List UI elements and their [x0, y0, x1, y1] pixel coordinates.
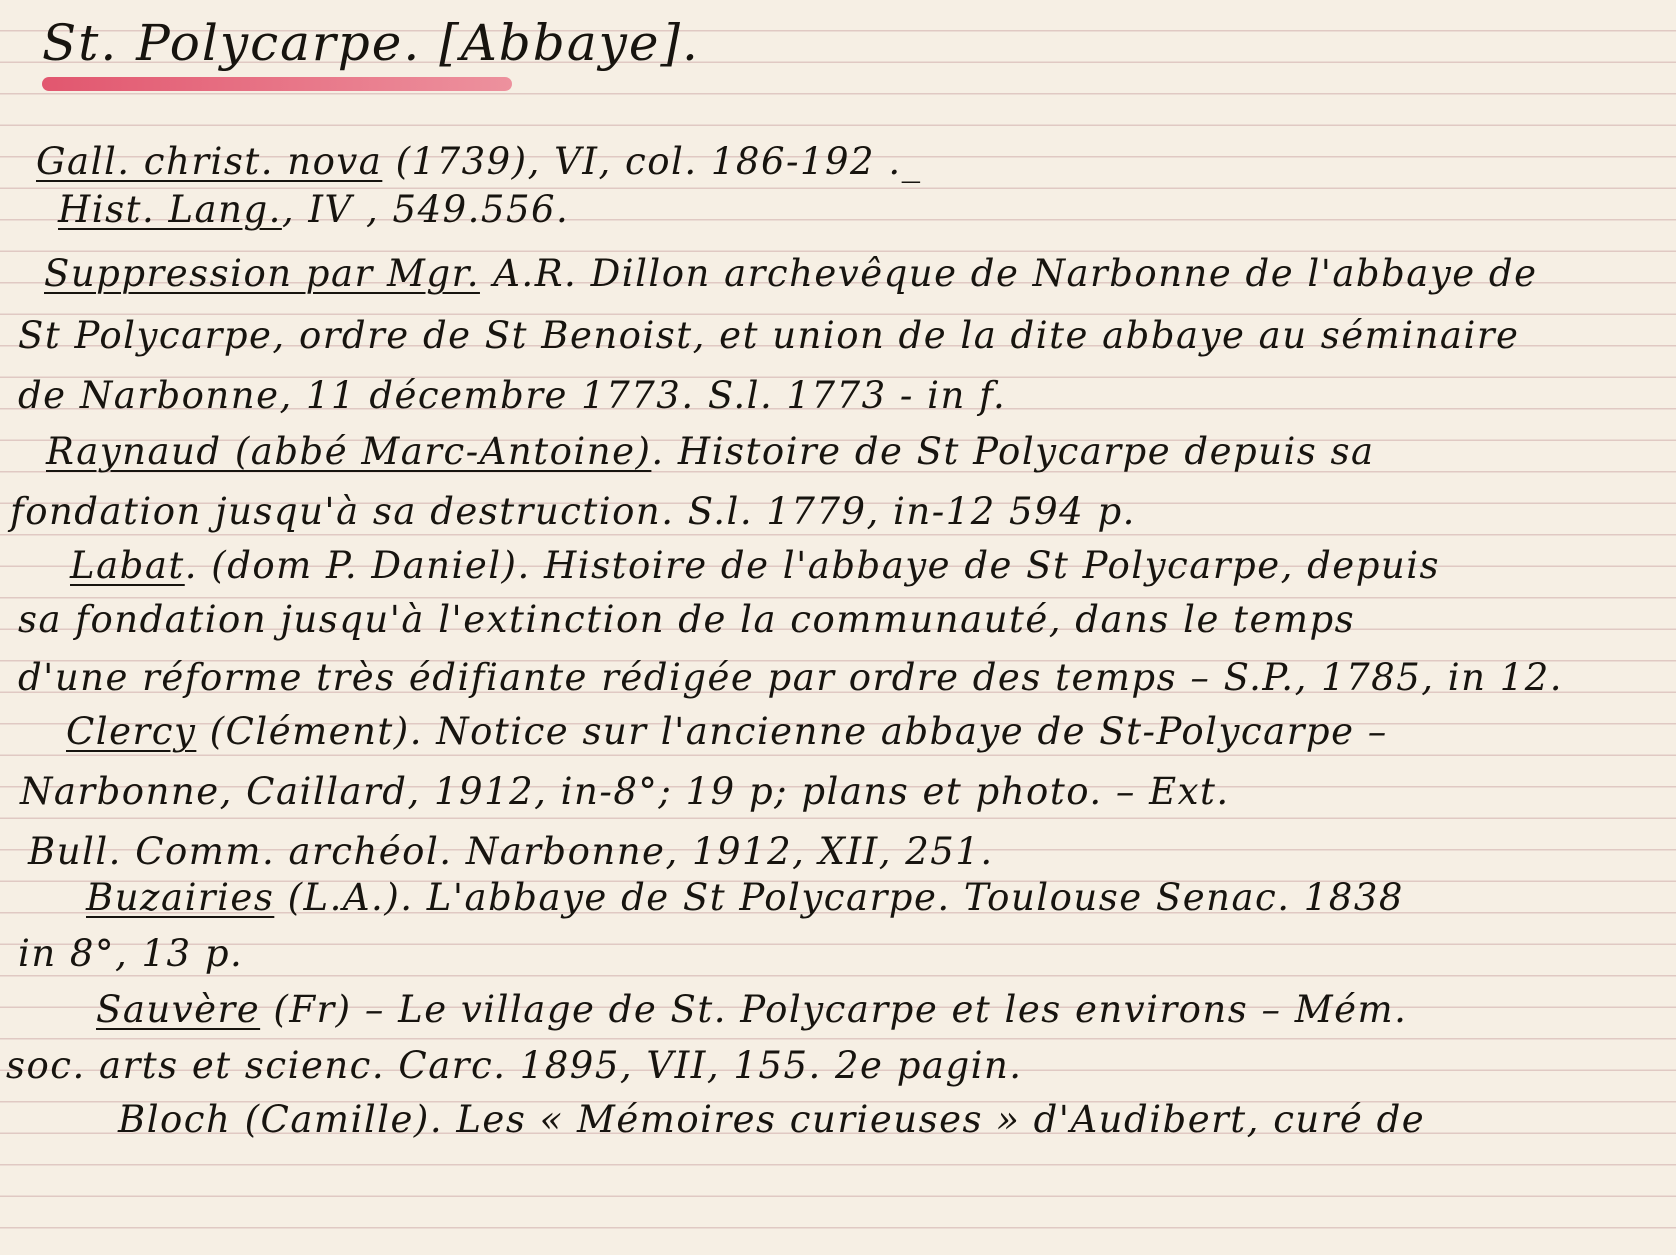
entry-text: Bull. Comm. archéol. Narbonne, 1912, XII, 251. — [28, 830, 994, 873]
entry-underlined-text: Labat — [70, 544, 185, 587]
entry-line — [18, 374, 1006, 418]
entry-text: (Fr) – Le village de St. Polycarpe et les environs – Mém. — [260, 988, 1408, 1031]
entry-line — [10, 490, 1136, 534]
entry-line — [96, 988, 1407, 1032]
entry-line — [36, 140, 922, 184]
entry-underlined-text: Gall. christ. nova — [36, 140, 383, 183]
entry-line — [118, 1098, 1425, 1142]
entry-line — [18, 314, 1519, 358]
entry-line — [46, 430, 1375, 474]
entry-line — [18, 932, 243, 976]
entry-underlined-text: Raynaud (abbé Marc-Antoine) — [46, 430, 652, 473]
entry-underlined-text: Buzairies — [86, 876, 275, 919]
entry-text: . Histoire de St Polycarpe depuis sa — [651, 430, 1375, 473]
entry-text: Narbonne, Caillard, 1912, in-8°; 19 p; plans et photo. – Ext. — [20, 770, 1230, 813]
entry-text: (L.A.). L'abbaye de St Polycarpe. Toulouse Senac. 1838 — [274, 876, 1404, 919]
entry-text: in 8°, 13 p. — [18, 932, 244, 975]
entry-underlined-text: Suppression par Mgr. — [44, 252, 480, 295]
entry-line — [20, 770, 1230, 814]
entry-line — [18, 656, 1563, 700]
entry-text: de Narbonne, 11 décembre 1773. S.l. 1773 - in f. — [18, 374, 1007, 417]
card-title: St. Polycarpe. [Abbaye]. — [42, 14, 700, 72]
entry-text: , IV , 549.556. — [281, 188, 570, 231]
entry-line — [28, 830, 994, 874]
entry-text: St Polycarpe, ordre de St Benoist, et union de la dite abbaye au séminaire — [18, 314, 1520, 357]
entry-text: (Clément). Notice sur l'ancienne abbaye de St-Polycarpe – — [196, 710, 1388, 753]
entry-text: (1739), VI, col. 186-192 ._ — [382, 140, 922, 183]
entry-line — [6, 1044, 1023, 1088]
entry-line — [86, 876, 1404, 920]
entry-text: Bloch (Camille). Les « Mémoires curieuses » d'Audibert, curé de — [118, 1098, 1426, 1141]
card-title-block — [42, 14, 700, 72]
entry-text: soc. arts et scienc. Carc. 1895, VII, 155. 2e pagin. — [6, 1044, 1023, 1087]
entry-underlined-text: Clercy — [66, 710, 197, 753]
entry-underlined-text: Sauvère — [96, 988, 261, 1031]
entry-line — [70, 544, 1440, 588]
entry-line — [58, 188, 569, 232]
entry-line — [44, 252, 1538, 296]
entry-text: d'une réforme très édifiante rédigée par ordre des temps – S.P., 1785, in 12. — [18, 656, 1564, 699]
entry-text: . (dom P. Daniel). Histoire de l'abbaye de St Polycarpe, depuis — [184, 544, 1441, 587]
entry-line — [18, 598, 1355, 642]
red-pencil-underline — [42, 77, 512, 91]
entry-line — [66, 710, 1388, 754]
entry-underlined-text: Hist. Lang. — [58, 188, 282, 231]
entry-text: fondation jusqu'à sa destruction. S.l. 1779, in-12 594 p. — [10, 490, 1136, 533]
entry-text: sa fondation jusqu'à l'extinction de la communauté, dans le temps — [18, 598, 1356, 641]
entry-text: A.R. Dillon archevêque de Narbonne de l'abbaye de — [479, 252, 1538, 295]
